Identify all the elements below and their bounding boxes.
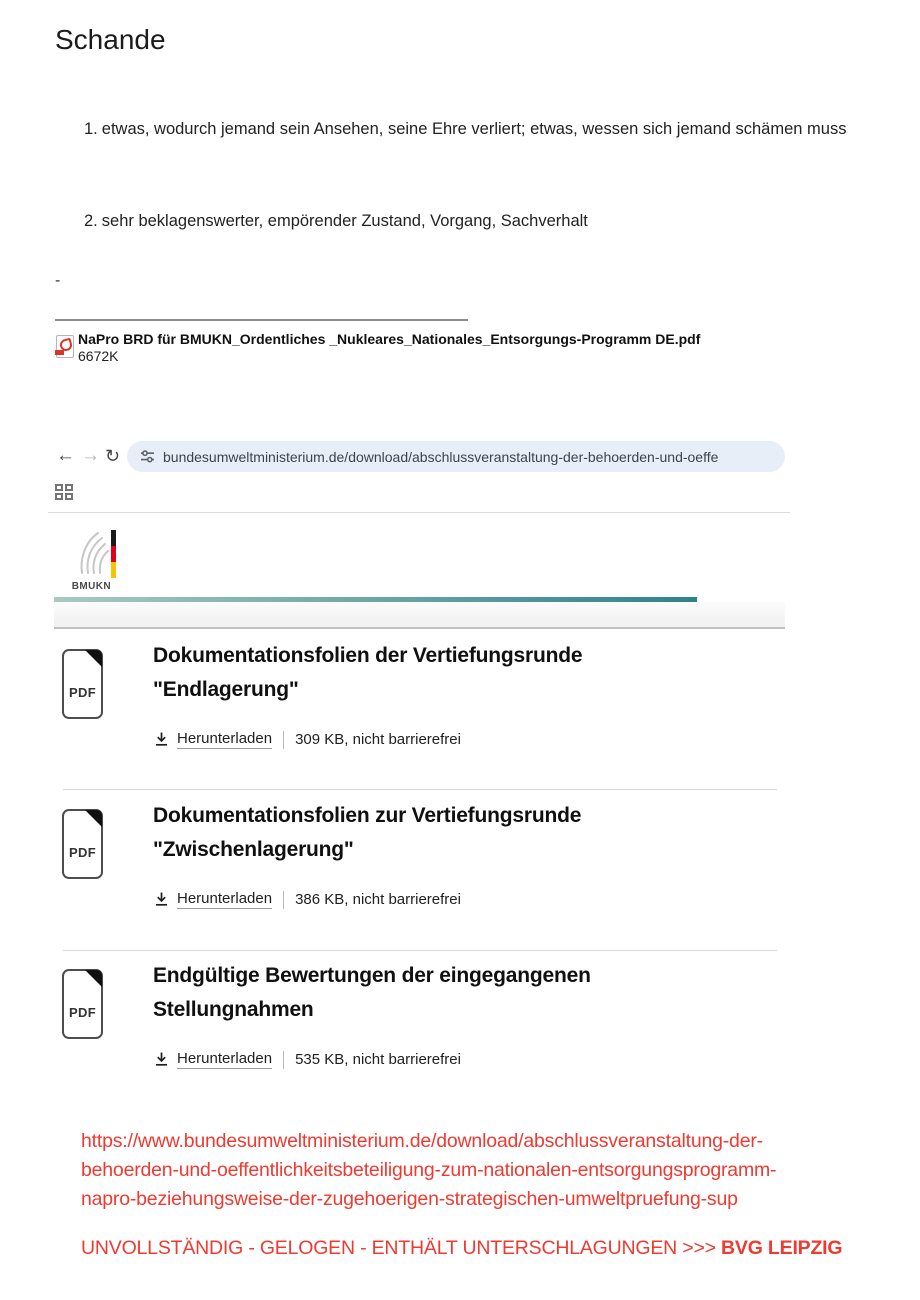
download-item-stellungnahmen <box>62 965 782 1100</box>
download-link[interactable]: Herunterladen <box>177 890 273 907</box>
browser-divider <box>48 512 790 513</box>
reload-icon[interactable]: ↻ <box>105 446 121 466</box>
download-title: Endgültige Bewertungen der eingegangenen Stellungnahmen <box>153 964 591 1021</box>
attachment[interactable] <box>78 331 700 364</box>
tab-grid-icon[interactable] <box>55 484 79 505</box>
footer-url <box>81 1127 776 1214</box>
vertical-separator <box>283 1051 284 1069</box>
pdf-badge: PDF <box>69 845 96 860</box>
folded-corner-icon <box>85 970 102 987</box>
pdf-badge: PDF <box>69 1005 96 1020</box>
url-text[interactable]: bundesumweltministerium.de/download/abschlussveranstaltung-der-behoerden-und-oeffe <box>163 448 719 465</box>
attachment-filename[interactable]: NaPro BRD für BMUKN_Ordentliches _Nukleares_Nationales_Entsorgungs-Programm DE.pdf <box>78 331 701 347</box>
vertical-separator <box>283 891 284 909</box>
download-meta: 535 KB, nicht barrierefrei <box>295 1051 461 1068</box>
forward-icon[interactable]: → <box>81 445 100 466</box>
definition-text: sehr beklagenswerter, empörender Zustand, Vorgang, Sachverhalt <box>101 212 588 230</box>
list-number: 1. <box>84 120 98 138</box>
download-row <box>153 730 461 749</box>
verdict-normal: UNVOLLSTÄNDIG - GELOGEN - ENTHÄLT UNTERSCHLAGUNGEN >>> <box>81 1237 722 1259</box>
verdict-bold: BVG LEIPZIG <box>721 1237 843 1259</box>
download-item-zwischenlagerung <box>62 805 782 940</box>
bmukn-logo[interactable] <box>70 528 130 594</box>
folded-corner-icon <box>85 810 102 827</box>
definition-item-2 <box>84 208 588 234</box>
download-icon <box>153 891 170 908</box>
logo-label: BMUKN <box>71 581 111 592</box>
download-icon <box>153 731 170 748</box>
eagle-icon <box>78 529 110 575</box>
pdf-attachment-icon <box>56 335 74 358</box>
back-icon[interactable]: ← <box>56 445 75 466</box>
attachment-size: 6672K <box>78 347 119 364</box>
download-meta: 386 KB, nicht barrierefrei <box>295 891 461 908</box>
download-meta: 309 KB, nicht barrierefrei <box>295 731 461 748</box>
download-row <box>153 890 461 909</box>
download-item-endlagerung <box>62 645 782 780</box>
attachment-divider <box>55 319 468 321</box>
vertical-separator <box>283 731 284 749</box>
definition-text: etwas, wodurch jemand sein Ansehen, seine Ehre verliert; etwas, wessen sich jemand schämen muss <box>101 120 847 138</box>
download-title: Dokumentationsfolien zur Vertiefungsrunde "Zwischenlagerung" <box>153 804 582 861</box>
definition-item-1 <box>84 116 846 142</box>
address-bar[interactable] <box>127 441 785 472</box>
item-divider <box>63 789 777 790</box>
pdf-file-icon <box>62 649 103 719</box>
item-divider <box>63 950 777 951</box>
download-link[interactable]: Herunterladen <box>177 730 273 747</box>
footer-url-line: behoerden-und-oeffentlichkeitsbeteiligung-zum-nationalen-entsorgungsprogramm- <box>81 1159 777 1181</box>
header-band <box>54 602 785 629</box>
pdf-file-icon <box>62 809 103 879</box>
download-title: Dokumentationsfolien der Vertiefungsrunde "Endlagerung" <box>153 644 583 701</box>
download-row <box>153 1050 461 1069</box>
site-settings-icon[interactable] <box>140 449 155 464</box>
list-number: 2. <box>84 212 98 230</box>
german-flag-icon <box>111 530 116 578</box>
page-title: Schande <box>55 24 166 55</box>
footer-url-line: https://www.bundesumweltministerium.de/download/abschlussveranstaltung-der- <box>81 1130 763 1152</box>
dash-text: - <box>55 272 61 289</box>
verdict-text <box>81 1237 842 1260</box>
folded-corner-icon <box>85 650 102 667</box>
pdf-file-icon <box>62 969 103 1039</box>
download-link[interactable]: Herunterladen <box>177 1050 273 1067</box>
download-icon <box>153 1051 170 1068</box>
pdf-badge: PDF <box>69 685 96 700</box>
footer-url-line: napro-beziehungsweise-der-zugehoerigen-strategischen-umweltpruefung-sup <box>81 1188 738 1210</box>
